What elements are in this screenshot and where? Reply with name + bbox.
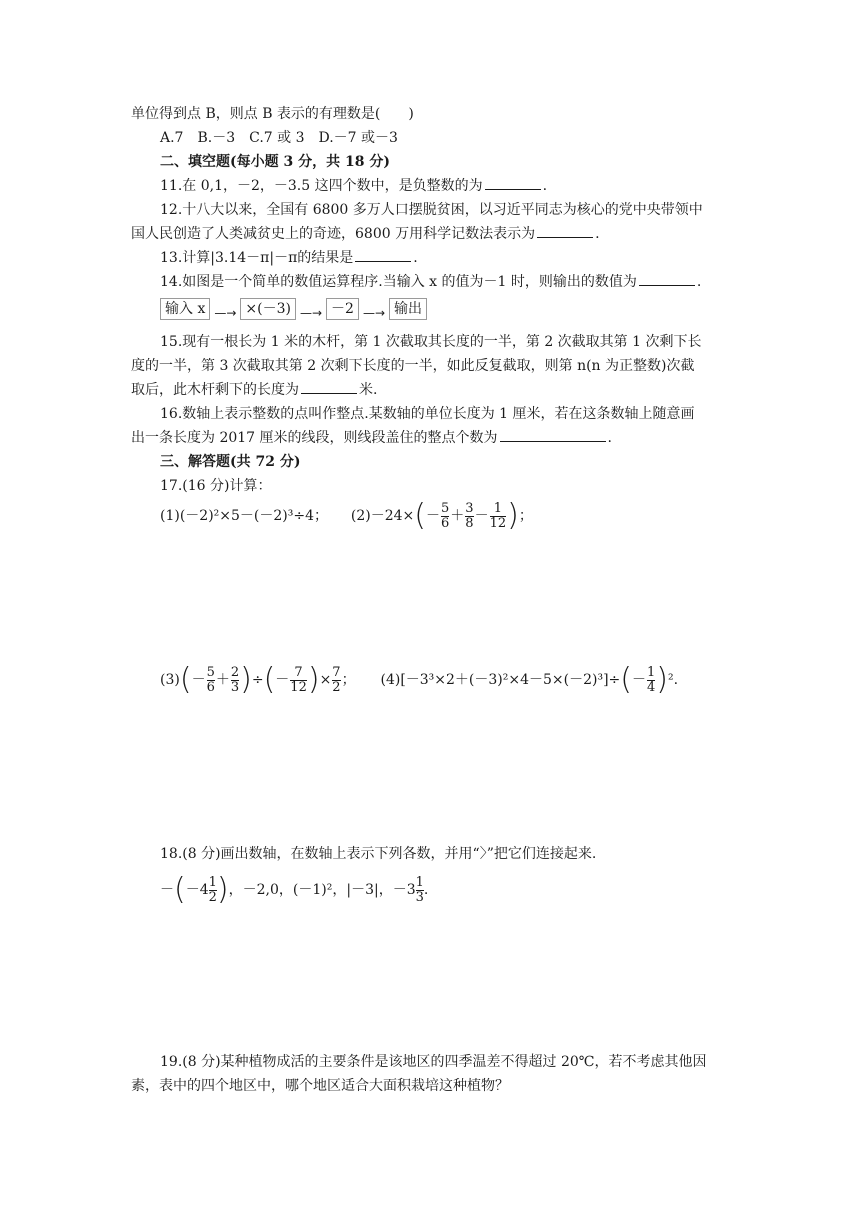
q17-row1 [160,496,533,536]
answer-blank [355,249,411,262]
q12-line1: 12.十八大以来，全国有 6800 多万人口摆脱贫困，以习近平同志为核心的党中央带领中 [160,202,703,218]
q13-end: . [413,250,418,266]
q17-part3: (3)(－ $\frac{5}{6}$ ＋ $\frac{2}{3}$ )÷(－ $\frac{7}{12}$ )× $\frac{7}{2}$ ； [160,662,356,697]
flow-arrow-icon: —→ [362,306,386,320]
q14 [160,272,701,292]
section-answer-heading: 三、解答题(共 72 分) [160,454,301,470]
q12-end: . [595,226,600,242]
q11-end: . [542,178,548,194]
answer-blank [639,273,695,286]
flow-subtract-box: －2 [326,298,359,320]
q15-line2: 度的一半，第 3 次截取其第 2 次剩下长度的一半，如此反复截取，则第 n(n 为正整数)次截 [131,358,695,374]
section-fill-blank-heading: 二、填空题(每小题 3 分，共 18 分) [160,154,390,170]
answer-blank [485,177,541,190]
q15-line3 [131,380,377,400]
q16-line2 [131,428,612,448]
flow-output-box: 输出 [389,298,427,320]
q12-line2 [131,224,600,244]
q10-options: A.7 B.－3 C.7 或 3 D.－7 或－3 [160,130,398,146]
q15-text: 取后，此木杆剩下的长度为 [131,382,299,398]
answer-blank [301,381,357,394]
q12-text: 国人民创造了人类减贫史上的奇迹，6800 万用科学记数法表示为 [131,226,536,242]
flow-arrow-icon: —→ [299,306,323,320]
flow-arrow-icon: —→ [214,306,237,320]
q17-heading: 17.(16 分)计算： [160,478,272,494]
answer-blank [500,429,606,442]
q15-line1: 15.现有一根长为 1 米的木杆，第 1 次截取其长度的一半，第 2 次截取其第 1 次剩下长 [160,334,702,350]
q11-text: 11.在 0,1，－2，－3.5 这四个数中，是负整数的为 [160,178,483,194]
q11 [160,176,547,196]
q10-continuation: 单位得到点 B，则点 B 表示的有理数是( ) [131,106,414,122]
q17-part4: (4)[－3³×2＋(－3)²×4－5×(－2)³]÷(－ $\frac{1}{4}$ )². [380,662,679,697]
q16-text: 出一条长度为 2017 厘米的线段，则线段盖住的整点个数为 [131,430,498,446]
q14-text: 14.如图是一个简单的数值运算程序.当输入 x 的值为－1 时，则输出的数值为 [160,274,637,290]
q14-end: . [696,274,702,290]
q19-line1: 19.(8 分)某种植物成活的主要条件是该地区的四季温差不得超过 20℃，若不考虑其他因 [160,1054,707,1070]
answer-blank [537,225,593,238]
q16-line1: 16.数轴上表示整数的点叫作整点.某数轴的单位长度为 1 厘米，若在这条数轴上随意画 [160,406,695,422]
q17-part1: (1)(－2)²×5－(－2)³÷4； [160,508,328,524]
q13 [160,248,418,268]
q18-heading: 18.(8 分)画出数轴，在数轴上表示下列各数，并用“〉”把它们连接起来. [160,846,597,862]
q15-end: 米. [359,382,378,398]
q13-text: 13.计算|3.14－π|－π的结果是 [160,250,354,266]
q18-numbers: －(－4 $\frac{1}{2}$ )，－2,0，(－1)²，|－3|，－3 $\frac{1}{3}$ . [160,872,429,907]
q19-line2: 素，表中的四个地区中，哪个地区适合大面积栽培这种植物？ [131,1078,509,1094]
q17-row2 [160,660,678,700]
q17-part2: (2)－24×(－ $\frac{5}{6}$ ＋ $\frac{3}{8}$ － $\frac{1}{12}$ )； [350,498,533,533]
flow-multiply-box: ×(－3) [240,298,296,320]
q14-flowchart [160,298,427,323]
flow-input-box: 输入 x [160,298,210,320]
q16-end: . [607,430,612,446]
